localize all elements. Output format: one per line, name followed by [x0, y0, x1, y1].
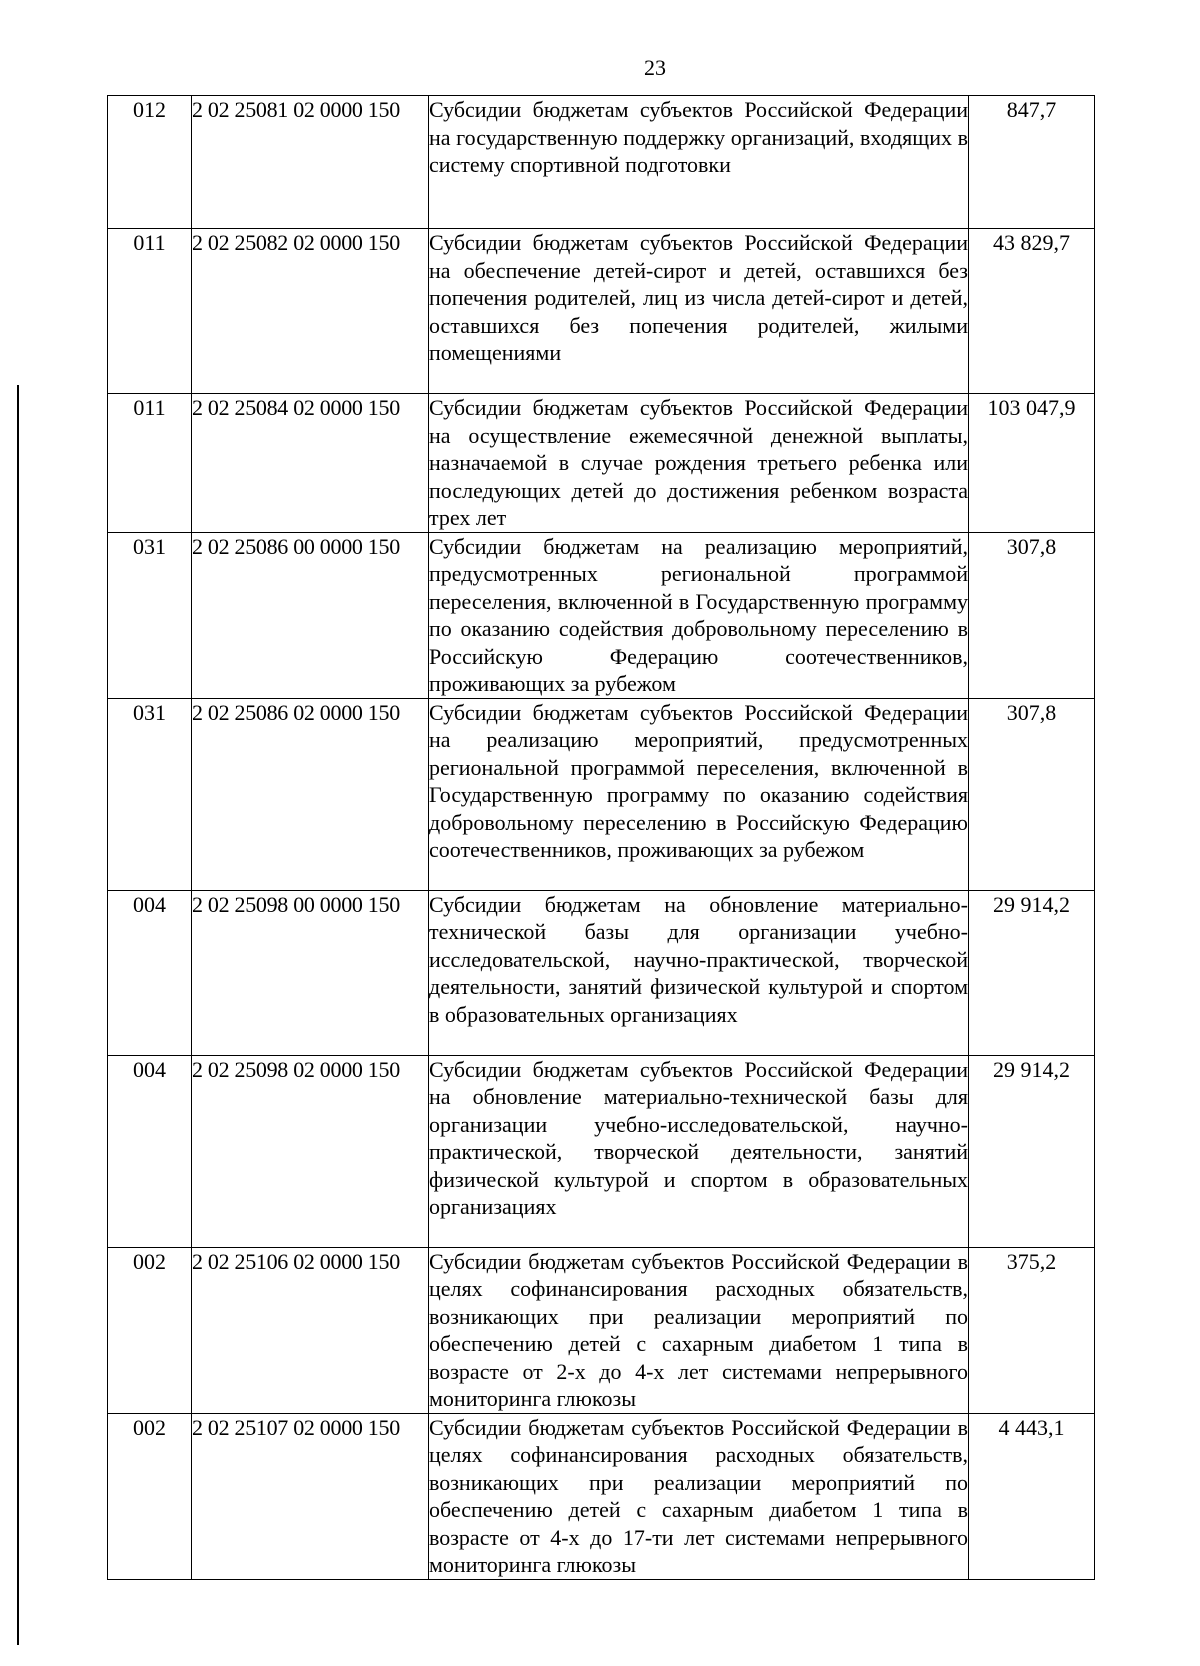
admin-code-cell: 002 — [108, 1247, 192, 1413]
amount-cell: 29 914,2 — [969, 890, 1095, 1055]
admin-code-cell: 012 — [108, 96, 192, 229]
amount-cell: 307,8 — [969, 532, 1095, 698]
income-name-cell: Субсидии бюджетам субъектов Российской Федерации на обновление материально-технической базы для организации учебно-исследовательской, научно-практической, творческой деятельности, занятий физической культурой и спортом в образовательных организациях — [429, 1055, 969, 1247]
admin-code-cell: 004 — [108, 890, 192, 1055]
page-number: 23 — [644, 55, 666, 80]
budget-code-cell: 2 02 25082 02 0000 150 — [192, 229, 429, 394]
income-name-cell: Субсидии бюджетам субъектов Российской Федерации на государственную поддержку организаций, входящих в систему спортивной подготовки — [429, 96, 969, 229]
amount-cell: 375,2 — [969, 1247, 1095, 1413]
admin-code-cell: 031 — [108, 532, 192, 698]
income-name-cell: Субсидии бюджетам субъектов Российской Федерации на реализацию мероприятий, предусмотренных региональной программой переселения, включенной в Государственную программу по оказанию содействия добровольному переселению в Российскую Федерацию соотечественников, проживающих за рубежом — [429, 698, 969, 890]
table-row — [108, 1413, 1095, 1579]
budget-code-cell: 2 02 25081 02 0000 150 — [192, 96, 429, 229]
table-row — [108, 532, 1095, 698]
amount-cell: 43 829,7 — [969, 229, 1095, 394]
income-name-cell: Субсидии бюджетам субъектов Российской Федерации в целях софинансирования расходных обязательств, возникающих при реализации мероприятий по обеспечению детей с сахарным диабетом 1 типа в возрасте от 4-х до 17-ти лет системами непрерывного мониторинга глюкозы — [429, 1414, 968, 1577]
income-name-cell: Субсидии бюджетам на обновление материально-технической базы для организации учебно-исследовательской, научно-практической, творческой деятельности, занятий физической культурой и спортом в образовательных организациях — [429, 890, 969, 1055]
income-name-cell: Субсидии бюджетам на реализацию мероприятий, предусмотренных региональной программой переселения, включенной в Государственную программу по оказанию содействия добровольному переселению в Российскую Федерацию соотечественников, проживающих за рубежом — [429, 533, 968, 696]
amount-cell: 4 443,1 — [969, 1413, 1095, 1579]
income-name-cell: Субсидии бюджетам субъектов Российской Федерации на осуществление ежемесячной денежной выплаты, назначаемой в случае рождения третьего ребенка или последующих детей до достижения ребенком возраста трех лет — [429, 395, 968, 530]
margin-line — [17, 385, 19, 1645]
revenue-table — [107, 95, 1095, 1580]
amount-cell: 307,8 — [969, 698, 1095, 890]
budget-code-cell: 2 02 25098 00 0000 150 — [192, 890, 429, 1055]
table-row — [108, 1247, 1095, 1413]
admin-code-cell: 011 — [108, 394, 192, 533]
admin-code-cell: 004 — [108, 1055, 192, 1247]
admin-code-cell: 031 — [108, 698, 192, 890]
amount-cell: 847,7 — [969, 96, 1095, 229]
income-name-cell: Субсидии бюджетам субъектов Российской Федерации на обеспечение детей-сирот и детей, оставшихся без попечения родителей, лиц из числа детей-сирот и детей, оставшихся без попечения родителей, жилыми помещениями — [429, 229, 969, 394]
budget-code-cell: 2 02 25098 02 0000 150 — [192, 1055, 429, 1247]
admin-code-cell: 002 — [108, 1413, 192, 1579]
budget-code-cell: 2 02 25107 02 0000 150 — [192, 1413, 429, 1579]
table-row — [108, 394, 1095, 533]
amount-cell: 29 914,2 — [969, 1055, 1095, 1247]
table-row — [108, 96, 1095, 229]
amount-cell: 103 047,9 — [969, 394, 1095, 533]
table-row — [108, 890, 1095, 1055]
income-name-cell: Субсидии бюджетам субъектов Российской Федерации в целях софинансирования расходных обязательств, возникающих при реализации мероприятий по обеспечению детей с сахарным диабетом 1 типа в возрасте от 2-х до 4-х лет системами непрерывного мониторинга глюкозы — [429, 1248, 968, 1411]
admin-code-cell: 011 — [108, 229, 192, 394]
budget-code-cell: 2 02 25084 02 0000 150 — [192, 394, 429, 533]
budget-code-cell: 2 02 25106 02 0000 150 — [192, 1247, 429, 1413]
table-row — [108, 229, 1095, 394]
table-row — [108, 1055, 1095, 1247]
budget-code-cell: 2 02 25086 02 0000 150 — [192, 698, 429, 890]
budget-code-cell: 2 02 25086 00 0000 150 — [192, 532, 429, 698]
table-row — [108, 698, 1095, 890]
